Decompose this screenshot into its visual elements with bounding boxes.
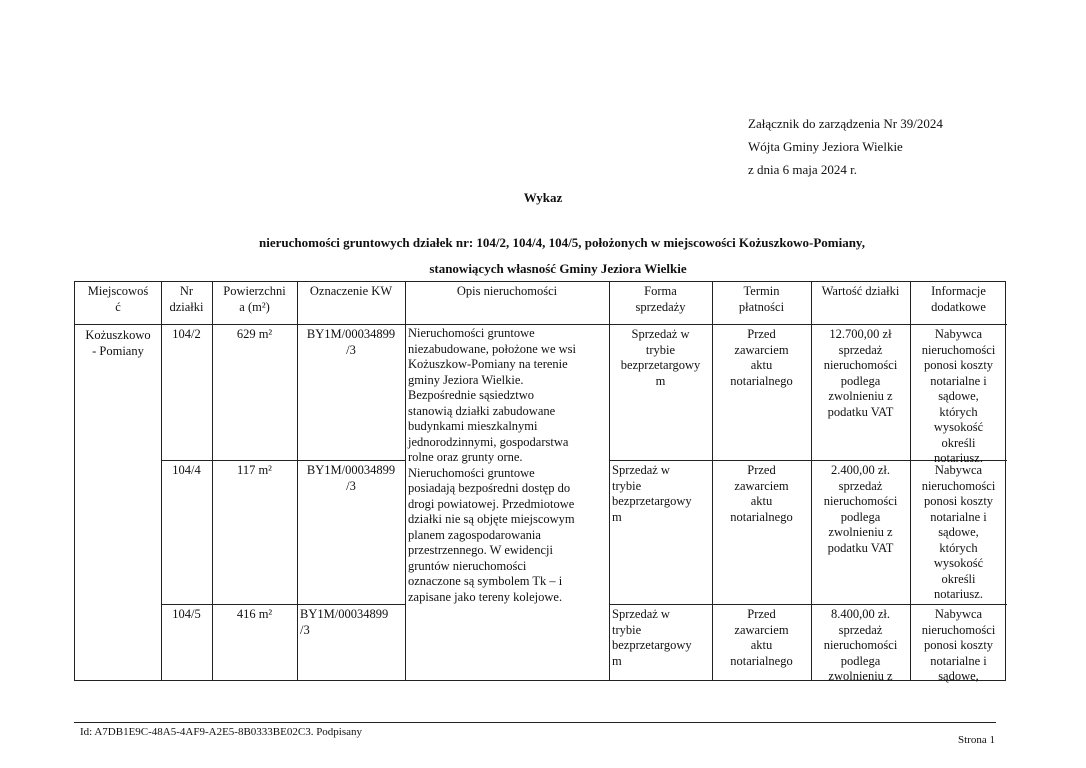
cell-additional-info-line: wysokość <box>933 556 984 570</box>
cell-plot-value-line: podlega <box>840 373 881 388</box>
header-locality-line: ć <box>115 299 121 314</box>
cell-additional-info-line: określi <box>941 435 976 450</box>
cell-plot-value-line: nieruchomości <box>823 358 898 372</box>
cell-plot-value-line: zwolnieniu z <box>828 389 893 403</box>
cell-additional-info-line: notarialne i <box>930 509 987 524</box>
table-column-divider <box>297 282 298 680</box>
cell-plot-value-line: zwolnieniu z <box>828 525 893 539</box>
cell-additional-info-line: Nabywca <box>934 463 983 477</box>
cell-additional-info-line: których <box>939 540 978 555</box>
cell-plot-value-line: 8.400,00 zł. <box>830 607 891 621</box>
cell-plot-number <box>164 463 209 479</box>
cell-additional-info-line: sądowe, <box>938 389 979 403</box>
cell-additional-info-line: notariusz. <box>934 451 983 465</box>
cell-plot-value <box>814 607 907 685</box>
cell-additional-info <box>913 607 1004 685</box>
header-payment-term <box>715 284 808 315</box>
cell-additional-info-line: notarialne i <box>930 373 987 388</box>
cell-land-register <box>300 327 402 358</box>
footer-document-id: Id: A7DB1E9C-48A5-4AF9-A2E5-8B0333BE02C3. Podpisany <box>80 726 363 738</box>
cell-description-line: planem zagospodarowania <box>408 527 541 542</box>
cell-sale-form-line: trybie <box>612 478 642 493</box>
cell-description-line: gruntów nieruchomości <box>408 558 527 573</box>
cell-sale-form-line: trybie <box>645 342 676 357</box>
cell-area-line: 117 m² <box>237 463 272 477</box>
header-sale-form-line: Forma <box>644 284 677 298</box>
header-additional-info-line: Informacje <box>931 284 986 298</box>
header-locality-line: Miejscowoś <box>87 284 149 298</box>
header-description <box>408 284 606 300</box>
table-column-divider <box>910 282 911 680</box>
cell-area <box>215 327 294 343</box>
property-table <box>74 281 1006 681</box>
cell-locality-line: - Pomiany <box>92 343 144 358</box>
header-description-line: Opis nieruchomości <box>456 284 558 298</box>
cell-additional-info-line: nieruchomości <box>921 478 996 493</box>
header-additional-info <box>913 284 1004 315</box>
header-land-register-line: Oznaczenie KW <box>309 284 393 298</box>
table-column-divider <box>212 282 213 680</box>
annex-line: Załącznik do zarządzenia Nr 39/2024 <box>748 116 943 131</box>
table-column-divider <box>609 282 610 680</box>
cell-additional-info-line: Nabywca <box>934 607 983 621</box>
cell-sale-form-line: m <box>612 653 622 668</box>
cell-plot-number-line: 104/2 <box>172 327 201 341</box>
document-subtitle: nieruchomości gruntowych działek nr: 104/2, 104/4, 104/5, położonych w miejscowości Kożuszkowo-Pomiany, <box>259 235 865 250</box>
cell-additional-info-line: wysokość <box>933 420 984 434</box>
cell-additional-info <box>913 327 1004 467</box>
document-title: Wykaz <box>523 190 563 205</box>
cell-area-line: 629 m² <box>236 327 273 341</box>
cell-payment-term-line: zawarciem <box>734 622 789 637</box>
cell-land-register <box>300 463 402 494</box>
cell-description-line: rolne oraz grunty orne. <box>408 450 523 464</box>
cell-description-line: posiadają bezpośredni dostęp do <box>408 481 571 495</box>
table-row-divider <box>161 604 405 605</box>
cell-additional-info <box>913 463 1004 603</box>
header-sale-form <box>612 284 709 315</box>
cell-plot-value <box>814 463 907 556</box>
cell-sale-form-line: m <box>655 373 666 388</box>
cell-sale-form-line: m <box>612 509 622 524</box>
cell-additional-info-line: sądowe, <box>938 525 979 539</box>
cell-locality-line: Kożuszkowo <box>85 328 151 342</box>
header-plot-number <box>164 284 209 315</box>
cell-payment-term-line: notarialnego <box>730 653 793 668</box>
cell-payment-term <box>715 607 808 669</box>
header-payment-term-line: Termin <box>743 284 780 298</box>
cell-plot-number <box>164 607 209 623</box>
cell-payment-term-line: zawarciem <box>734 478 789 493</box>
cell-land-register-line: /3 <box>346 478 356 493</box>
table-column-divider <box>405 282 406 680</box>
cell-description-line: Nieruchomości gruntowe <box>408 326 535 340</box>
cell-additional-info-line: których <box>939 404 978 419</box>
annex-line: z dnia 6 maja 2024 r. <box>748 162 858 177</box>
cell-area <box>215 463 294 479</box>
cell-description-line: działki nie są objęte miejscowym <box>408 512 575 526</box>
table-row-divider <box>609 604 1007 605</box>
cell-plot-value-line: sprzedaż <box>838 342 883 357</box>
cell-plot-value-line: nieruchomości <box>823 638 898 652</box>
header-locality <box>78 284 158 315</box>
cell-additional-info-line: nieruchomości <box>921 622 996 637</box>
header-area-line: Powierzchni <box>223 284 286 298</box>
cell-plot-value-line: nieruchomości <box>823 494 898 508</box>
cell-description-line: stanowią działki zabudowane <box>408 403 556 418</box>
cell-additional-info-line: ponosi koszty <box>923 494 994 508</box>
cell-area-line: 416 m² <box>236 607 273 621</box>
cell-description-line: Bezpośrednie sąsiedztwo <box>408 388 535 402</box>
cell-additional-info-line: ponosi koszty <box>923 358 994 372</box>
cell-plot-number <box>164 327 209 343</box>
cell-description-line: zapisane jako tereny kolejowe. <box>408 589 563 604</box>
document-subtitle-2: stanowiących własność Gminy Jeziora Wielkie <box>429 261 687 276</box>
table-column-divider <box>811 282 812 680</box>
cell-land-register-line: /3 <box>300 622 310 637</box>
table-column-divider <box>712 282 713 680</box>
cell-description-line: Kożuszkow-Pomiany na terenie <box>408 357 568 371</box>
cell-additional-info-line: Nabywca <box>934 327 983 341</box>
cell-sale-form-line: bezprzetargowy <box>612 638 692 652</box>
cell-description <box>408 326 606 605</box>
cell-additional-info-line: określi <box>941 571 976 586</box>
header-sale-form-line: sprzedaży <box>635 299 686 314</box>
header-area <box>215 284 294 315</box>
cell-sale-form <box>612 607 709 669</box>
header-plot-value-line: Wartość działki <box>821 284 900 298</box>
cell-payment-term <box>715 327 808 389</box>
cell-description-line: niezabudowane, położone we wsi <box>408 341 576 356</box>
table-column-divider <box>161 282 162 680</box>
cell-payment-term-line: Przed <box>747 607 776 621</box>
cell-additional-info-line: notarialne i <box>930 653 987 668</box>
cell-sale-form <box>612 463 709 525</box>
cell-payment-term-line: aktu <box>750 494 773 508</box>
cell-plot-value-line: sprzedaż <box>838 622 883 637</box>
cell-land-register-line: BY1M/00034899 <box>306 463 396 477</box>
cell-plot-value <box>814 327 907 420</box>
cell-land-register-line: /3 <box>346 342 356 357</box>
table-row-divider <box>161 460 405 461</box>
annex-line: Wójta Gminy Jeziora Wielkie <box>748 139 903 154</box>
cell-sale-form-line: Sprzedaż w <box>612 607 670 621</box>
cell-payment-term-line: zawarciem <box>734 342 789 357</box>
header-plot-value <box>814 284 907 300</box>
header-land-register <box>300 284 402 300</box>
cell-plot-number-line: 104/4 <box>172 463 201 477</box>
header-additional-info-line: dodatkowe <box>931 299 986 314</box>
cell-description-line: Nieruchomości gruntowe <box>408 465 535 480</box>
cell-payment-term-line: Przed <box>747 327 776 341</box>
annex-header <box>748 112 943 181</box>
cell-additional-info-line: sądowe, <box>938 669 979 683</box>
footer-page-number: Strona 1 <box>958 734 995 746</box>
header-payment-term-line: płatności <box>738 299 785 314</box>
cell-plot-value-line: podlega <box>840 653 881 668</box>
cell-payment-term <box>715 463 808 525</box>
cell-plot-value-line: zwolnieniu z <box>828 669 893 683</box>
cell-payment-term-line: notarialnego <box>730 509 793 524</box>
cell-payment-term-line: aktu <box>750 358 773 372</box>
cell-description-line: gminy Jeziora Wielkie. <box>408 372 524 387</box>
cell-sale-form-line: bezprzetargowy <box>620 358 701 372</box>
footer-divider <box>74 722 996 723</box>
cell-additional-info-line: nieruchomości <box>921 342 996 357</box>
cell-locality <box>78 328 158 359</box>
cell-land-register-line: BY1M/00034899 <box>306 327 396 341</box>
header-plot-number-line: Nr <box>179 284 194 298</box>
cell-plot-value-line: 2.400,00 zł. <box>830 463 891 477</box>
header-plot-number-line: działki <box>169 299 204 314</box>
cell-payment-term-line: Przed <box>747 463 776 477</box>
cell-additional-info-line: notariusz. <box>934 587 983 601</box>
cell-plot-value-line: podlega <box>840 509 881 524</box>
cell-plot-value-line: podatku VAT <box>827 540 894 555</box>
cell-land-register <box>300 607 402 638</box>
cell-sale-form-line: Sprzedaż w <box>612 463 670 477</box>
cell-sale-form-line: trybie <box>612 622 642 637</box>
cell-plot-number-line: 104/5 <box>172 607 201 621</box>
cell-plot-value-line: sprzedaż <box>838 478 883 493</box>
cell-sale-form-line: bezprzetargowy <box>612 494 692 508</box>
cell-sale-form-line: Sprzedaż w <box>631 327 690 341</box>
header-area-line: a (m²) <box>239 299 270 314</box>
cell-area <box>215 607 294 623</box>
cell-description-line: budynkami mieszkalnymi <box>408 419 538 433</box>
cell-plot-value-line: 12.700,00 zł <box>829 327 892 341</box>
cell-land-register-line: BY1M/00034899 <box>300 607 389 621</box>
cell-additional-info-line: ponosi koszty <box>923 638 994 652</box>
cell-payment-term-line: notarialnego <box>730 373 793 388</box>
cell-payment-term-line: aktu <box>750 638 773 652</box>
cell-description-line: oznaczone są symbolem Tk – i <box>408 574 563 588</box>
cell-description-line: przestrzennego. W ewidencji <box>408 543 553 557</box>
table-header-divider <box>75 324 1007 325</box>
cell-description-line: drogi powiatowej. Przedmiotowe <box>408 496 575 511</box>
cell-description-line: jednorodzinnymi, gospodarstwa <box>408 434 569 449</box>
cell-sale-form <box>612 327 709 389</box>
cell-plot-value-line: podatku VAT <box>827 404 894 419</box>
